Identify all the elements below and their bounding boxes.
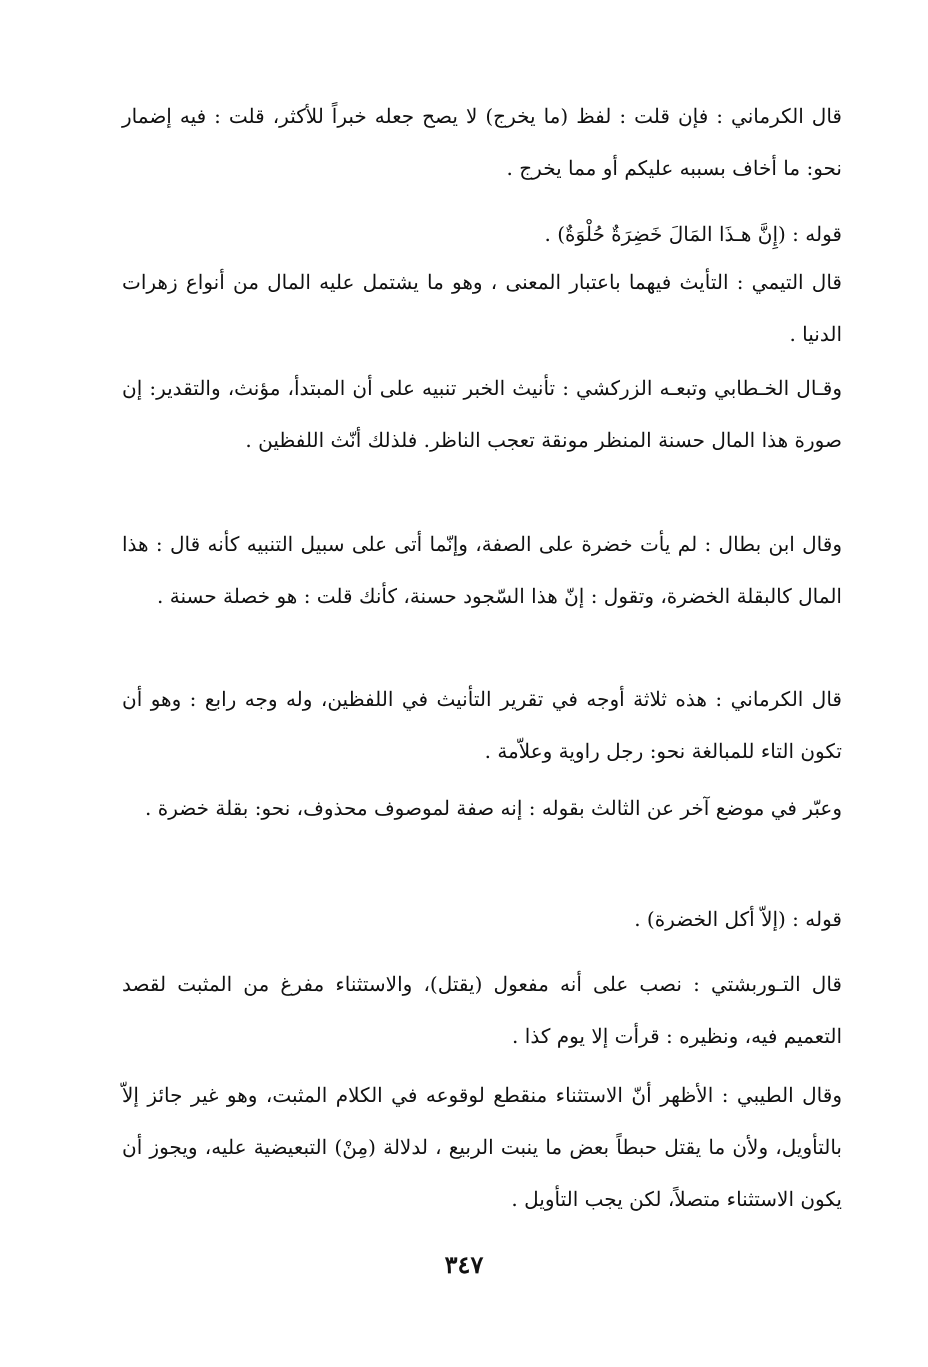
paragraph-text: قال التيمي : التأيث فيهما باعتبار المعنى ، وهو ما يشتمل عليه المال من أنواع زهرات الدنيا .: [122, 270, 842, 346]
paragraph-8: [122, 893, 842, 945]
paragraph-text: قال التـوربشتي : نصب على أنه مفعول (يقتل)، والاستثناء مفرغ من المثبت لقصد التعميم فيه، ونظيره : قرأت إلا يوم كذا .: [122, 972, 842, 1048]
paragraph-text: وقال الطيبي : الأظهر أنّ الاستثناء منقطع لوقوعه في الكلام المثبت، وهو غير جائز إلاّ بالتأويل، ولأن ما يقتل حبطاً بعض ما ينبت الربيع ، لدلالة (مِنْ) التبعيضية عليه، ويجوز أن يكون الاستثناء متصلاً، لكن يجب التأويل .: [122, 1083, 842, 1211]
paragraph-2: [122, 208, 842, 260]
paragraph-text: قال الكرماني : فإن قلت : لفظ (ما يخرج) لا يصح جعله خبراً للأكثر، قلت : فيه إضمار نحو: ما أخاف بسببه عليكم أو مما يخرج .: [122, 104, 842, 180]
paragraph-1: [122, 90, 842, 194]
paragraph-7: [122, 782, 842, 834]
paragraph-6: [122, 673, 842, 777]
paragraph-5: [122, 518, 842, 622]
paragraph-text: وعبّر في موضع آخر عن الثالث بقوله : إنه صفة لموصوف محذوف، نحو: بقلة خضرة .: [145, 796, 842, 820]
paragraph-10: [122, 1069, 842, 1225]
paragraph-text: وقـال الخـطابي وتبعـه الزركشي : تأنيث الخبر تنبيه على أن المبتدأ، مؤنث، والتقدير: إن صورة هذا المال حسنة المنظر مونقة تعجب الناظر. فلذلك أنّث اللفظين .: [122, 376, 843, 452]
paragraph-text: وقال ابن بطال : لم يأت خضرة على الصفة، وإنّما أتى على سبيل التنبيه كأنه قال : هذا المال كالبقلة الخضرة، وتقول : إنّ هذا السّجود حسنة، كأنك قلت : هو خصلة حسنة .: [122, 532, 842, 608]
paragraph-4: [122, 362, 842, 466]
paragraph-3: [122, 256, 842, 360]
paragraph-text: قوله : (إلاّ أكل الخضرة) .: [634, 907, 842, 931]
paragraph-text: قوله : (إِنَّ هـذَا المَالَ خَضِرَةٌ حُلْوَةٌ) .: [544, 222, 842, 246]
paragraph-text: قال الكرماني : هذه ثلاثة أوجه في تقرير التأنيث في اللفظين، وله وجه رابع : وهو أن تكون التاء للمبالغة نحو: رجل راوية وعلاّمة .: [122, 687, 842, 763]
page-number: ٣٤٧: [444, 1250, 484, 1279]
paragraph-9: [122, 958, 842, 1062]
